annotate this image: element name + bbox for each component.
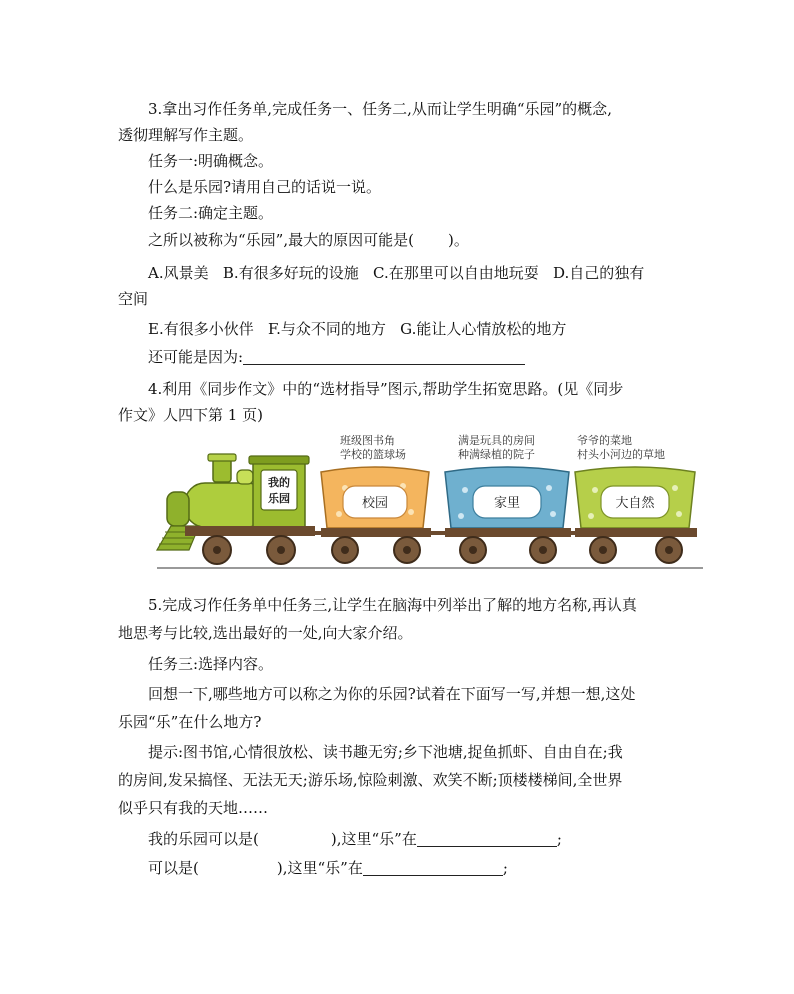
train-engine [157,454,323,564]
fill-line1 [148,828,562,850]
train-car-nature [575,433,697,563]
task2-question-text: 之所以被称为“乐园”,最大的原因可能是( [148,231,414,249]
task1-question: 什么是乐园?请用自己的话说一说。 [148,178,382,196]
fill1-end: ; [556,830,562,848]
section3-line1: 3.拿出习作任务单,完成任务一、任务二,从而让学生明确“乐园”的概念, [148,100,612,118]
train-car-home [445,433,583,563]
section4-line2: 作文》人四下第 1 页) [118,406,263,424]
hint-line1: 提示:图书馆,心情很放松、读书趣无穷;乡下池塘,捉鱼抓虾、自由自在;我 [148,743,623,761]
fill1-prefix: 我的乐园可以是( [148,830,259,848]
task2-question-end: )。 [447,231,469,249]
task3-heading: 任务三:选择内容。 [148,655,274,673]
section4-line1: 4.利用《同步作文》中的“选材指导”图示,帮助学生拓宽思路。(见《同步 [148,380,624,398]
task3-question-line2: 乐园“乐”在什么地方? [118,713,262,731]
task2-question [148,229,469,251]
engine-label-1: 我的 [268,476,290,489]
car-label: 家里 [493,496,521,511]
task1-heading: 任务一:明确概念。 [148,152,274,170]
fill1-middle: ),这里“乐”在 [330,830,417,848]
maybe-fill-line[interactable] [243,349,525,365]
hint-line3: 似乎只有我的天地…… [118,799,269,817]
car-note: 班级图书角 [340,434,395,447]
section3-line2: 透彻理解写作主题。 [118,126,254,144]
hint-line2: 的房间,发呆搞怪、无法无天;游乐场,惊险刺激、欢笑不断;顶楼楼梯间,全世界 [118,771,623,789]
car-label: 大自然 [615,496,655,511]
car-note: 种满绿植的院子 [458,448,535,461]
car-note: 爷爷的菜地 [577,434,632,447]
maybe-line [148,346,525,368]
section5-line2: 地思考与比较,选出最好的一处,向大家介绍。 [118,624,413,642]
reason-fill-line[interactable] [417,831,557,847]
train-illustration [145,428,705,578]
task3-question-line1: 回想一下,哪些地方可以称之为你的乐园?试着在下面写一写,并想一想,这处 [148,685,636,703]
car-note: 学校的篮球场 [340,448,406,461]
fill-line2 [148,857,508,879]
options-line1: A.风景美 B.有很多好玩的设施 C.在那里可以自由地玩耍 D.自己的独有 [148,264,645,282]
engine-label-2: 乐园 [268,492,290,505]
options-line2: 空间 [118,290,149,308]
car-label: 校园 [361,496,389,511]
section5-line1: 5.完成习作任务单中任务三,让学生在脑海中列举出了解的地方名称,再认真 [148,596,637,614]
fill2-end: ; [502,859,508,877]
task2-heading: 任务二:确定主题。 [148,204,274,222]
fill2-middle: ),这里“乐”在 [276,859,363,877]
car-note: 满是玩具的房间 [458,434,535,447]
fill2-prefix: 可以是( [148,859,199,877]
car-note: 村头小河边的草地 [577,448,665,461]
reason-fill-line[interactable] [363,860,503,876]
options-line3: E.有很多小伙伴 F.与众不同的地方 G.能让人心情放松的地方 [148,320,567,338]
train-car-campus [321,433,445,563]
maybe-label: 还可能是因为: [148,348,244,366]
